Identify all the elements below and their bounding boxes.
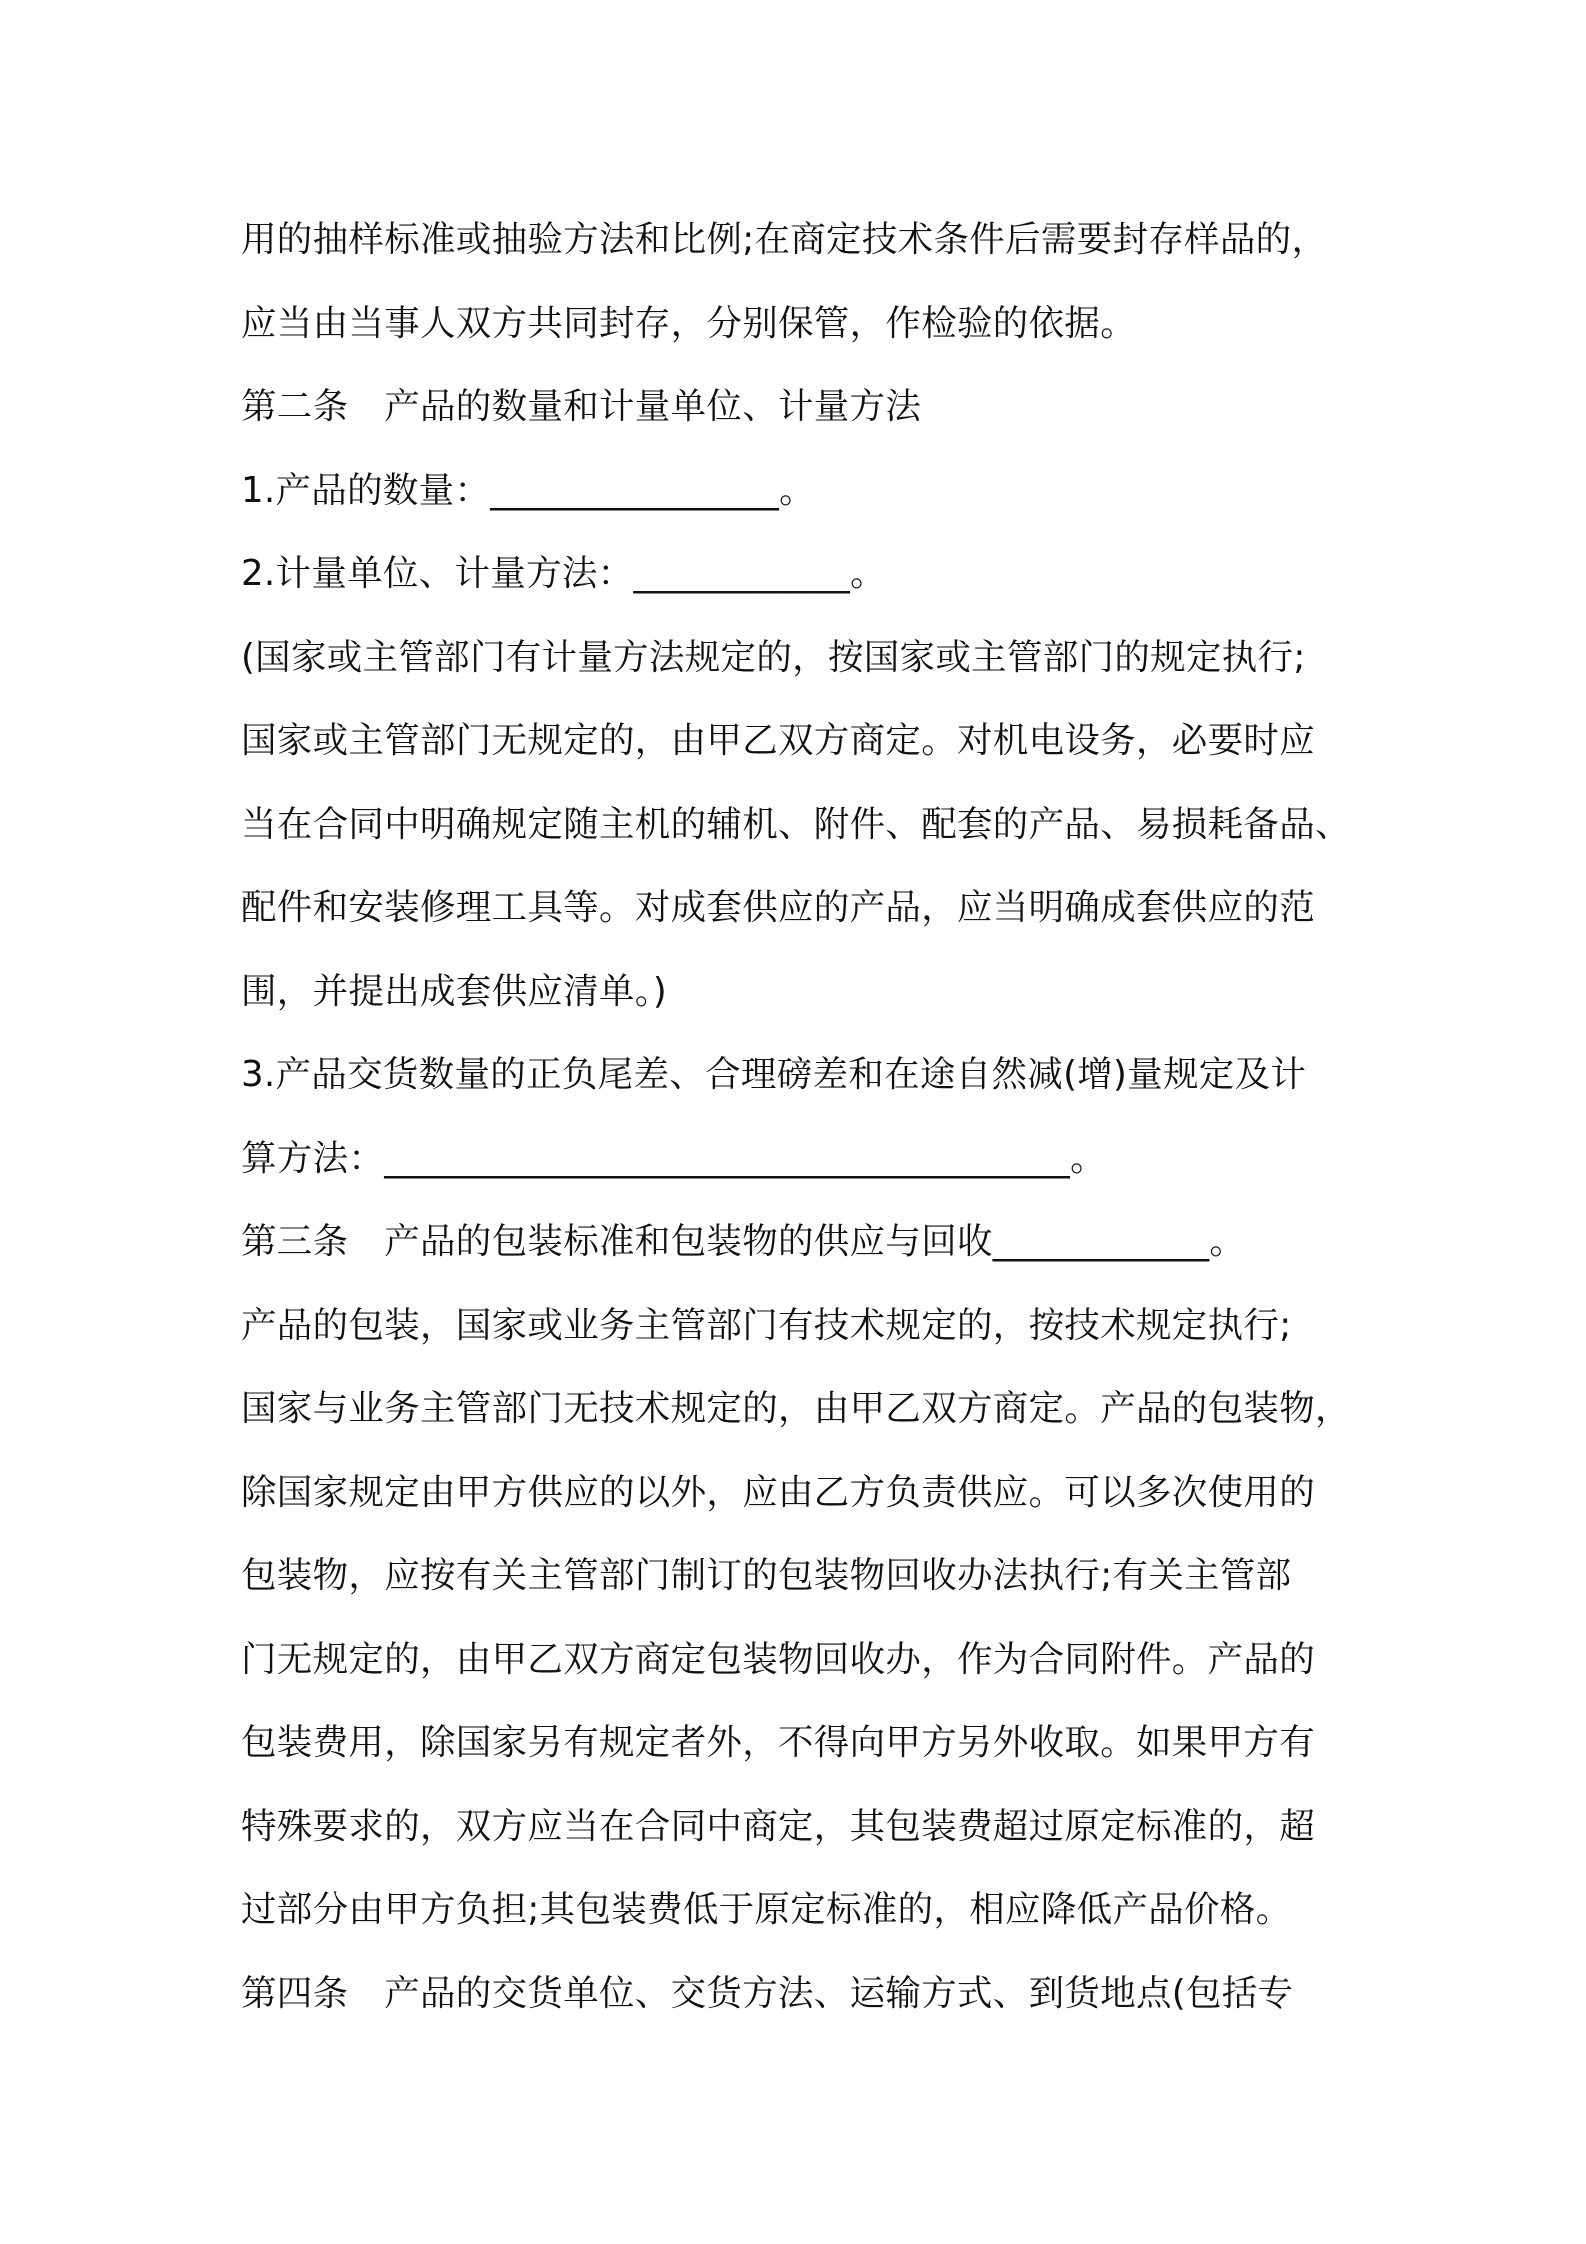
text-line: 围，并提出成套供应清单。)	[241, 970, 668, 1012]
text-line: 过部分由甲方负担;其包装费低于原定标准的，相应降低产品价格。	[241, 1889, 1292, 1930]
text-line: 1.产品的数量：________________。	[241, 469, 815, 511]
text-line: 2.计量单位、计量方法：____________。	[241, 553, 886, 594]
text-line: 3.产品交货数量的正负尾差、合理磅差和在途自然减(增)量规定及计	[241, 1054, 1307, 1095]
text-line: 用的抽样标准或抽验方法和比例;在商定技术条件后需要封存样品的，	[241, 219, 1328, 260]
text-line: 除国家规定由甲方供应的以外，应由乙方负责供应。可以多次使用的	[241, 1471, 1316, 1513]
text-line: (国家或主管部门有计量方法规定的，按国家或主管部门的规定执行;	[241, 636, 1306, 678]
text-line: 应当由当事人双方共同封存，分别保管，作检验的依据。	[241, 302, 1137, 344]
text-line: 包装物，应按有关主管部门制订的包装物回收办法执行;有关主管部	[241, 1555, 1292, 1596]
article-heading: 第三条 产品的包装标准和包装物的供应与回收____________。	[241, 1221, 1246, 1262]
text-line: 国家与业务主管部门无技术规定的，由甲乙双方商定。产品的包装物，	[241, 1388, 1351, 1429]
text-line: 算方法：______________________________________。	[241, 1137, 1106, 1179]
text-line: 配件和安装修理工具等。对成套供应的产品，应当明确成套供应的范	[241, 887, 1316, 928]
article-heading: 第四条 产品的交货单位、交货方法、运输方式、到货地点(包括专	[241, 1972, 1294, 2014]
text-line: 国家或主管部门无规定的，由甲乙双方商定。对机电设务，必要时应	[241, 720, 1316, 761]
text-line: 当在合同中明确规定随主机的辅机、附件、配套的产品、易损耗备品、	[241, 803, 1351, 845]
text-line: 门无规定的，由甲乙双方商定包装物回收办，作为合同附件。产品的	[241, 1638, 1316, 1680]
text-line: 包装费用，除国家另有规定者外，不得向甲方另外收取。如果甲方有	[241, 1722, 1316, 1763]
text-line: 产品的包装，国家或业务主管部门有技术规定的，按技术规定执行;	[241, 1304, 1292, 1346]
article-heading: 第二条 产品的数量和计量单位、计量方法	[241, 386, 922, 427]
contract-text	[241, 198, 1361, 2035]
text-line: 特殊要求的，双方应当在合同中商定，其包装费超过原定标准的，超	[241, 1805, 1316, 1847]
